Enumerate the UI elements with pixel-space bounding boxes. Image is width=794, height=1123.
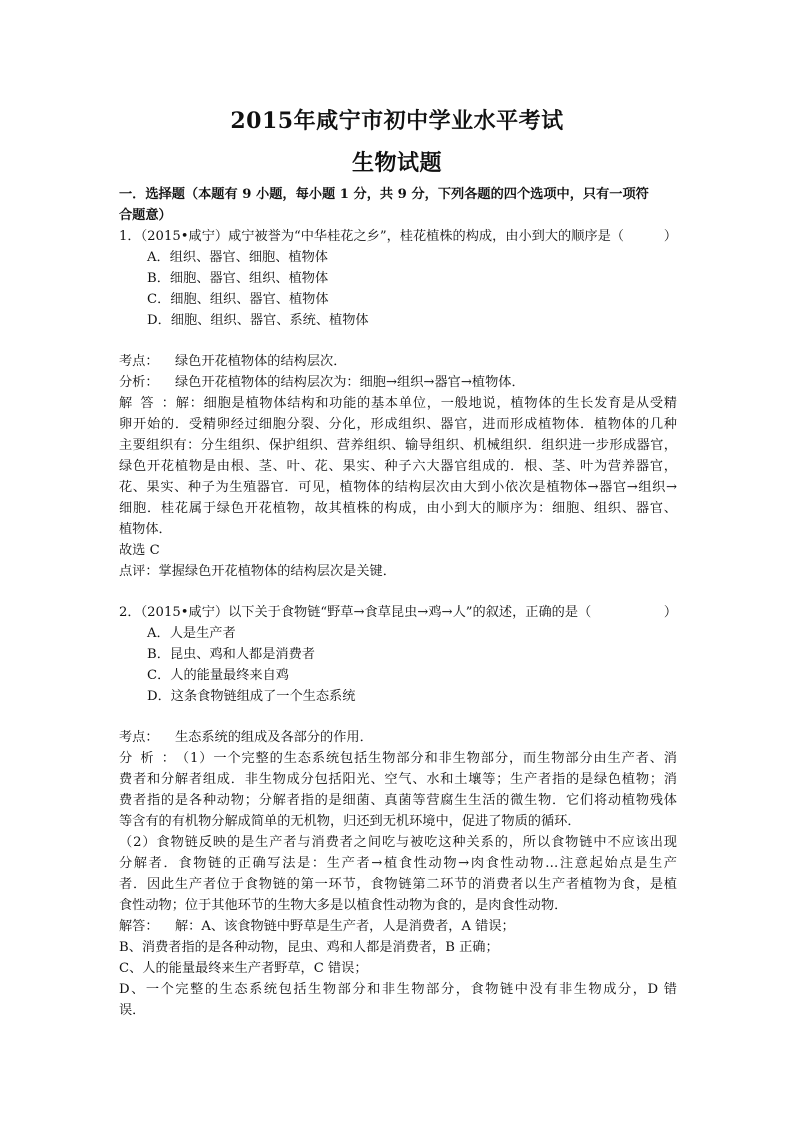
q1-jieda-line-3: 主要组织有：分生组织、保护组织、营养组织、输导组织、机械组织．组织进一步形成器官， — [119, 438, 677, 453]
q2-fenxi-line-3: 费者指的是各种动物；分解者指的是细菌、真菌等营腐生生活的微生物．它们将动植物残体 — [119, 793, 677, 808]
q1-stem-text: 1．（2015•咸宁）咸宁被誉为“中华桂花之乡”，桂花植株的构成，由小到大的顺序是（ — [119, 229, 624, 244]
q1-paren-close: ） — [663, 229, 677, 244]
q2-stem — [119, 602, 677, 623]
q2-option-a: A．人是生产者 — [147, 626, 236, 641]
q1-jieda-line-5: 花、果实、种子为生殖器官．可见，植物体的结构层次由大到小依次是植物体→器官→组织→ — [119, 480, 677, 495]
q1-kaodian — [119, 351, 677, 372]
q1-jieda-line-1 — [119, 393, 677, 414]
q2-fenxi-line-8: 食性动物；位于其他环节的生物大多是以植食性动物为食的，是肉食性动物． — [119, 898, 568, 913]
q1-kaodian-label: 考点： — [119, 354, 159, 369]
q1-kaodian-text: 绿色开花植物体的结构层次． — [175, 354, 347, 369]
q1-fenxi-label: 分析： — [119, 375, 159, 390]
q2-fenxi-line-5: （2）食物链反映的是生产者与消费者之间吃与被吃这种关系的，所以食物链中不应该出现 — [119, 835, 677, 850]
q1-jieda-text-1: 解：细胞是植物体结构和功能的基本单位，一般地说，植物体的生长发育是从受精 — [175, 396, 677, 411]
q1-dianping: 点评：掌握绿色开花植物体的结构层次是关键． — [119, 564, 396, 579]
q1-option-c: C．细胞、组织、器官、植物体 — [147, 292, 329, 307]
exam-subtitle: 生物试题 — [351, 150, 442, 176]
q2-jieda-line-1 — [119, 916, 677, 937]
q2-kaodian-text: 生态系统的组成及各部分的作用． — [175, 730, 373, 745]
q2-paren-close: ） — [663, 605, 677, 620]
q2-jieda-line-5: 误． — [119, 1003, 146, 1018]
q2-fenxi-line-2: 费者和分解者组成．非生物成分包括阳光、空气、水和土壤等；生产者指的是绿色植物；消 — [119, 772, 677, 787]
q1-jieda-label: 解答： — [119, 396, 175, 411]
q1-jieda-line-6: 细胞．桂花属于绿色开花植物，故其植株的构成，由小到大的顺序为：细胞、组织、器官、 — [119, 501, 677, 516]
section-heading-line-2: 合题意） — [119, 208, 172, 223]
q2-jieda-label: 解答： — [119, 919, 159, 934]
q1-answer: 故选 C — [119, 543, 160, 558]
q1-fenxi — [119, 372, 677, 393]
q1-jieda-line-7: 植物体． — [119, 522, 172, 537]
q2-fenxi-text-1: （1）一个完整的生态系统包括生物部分和非生物部分，而生物部分由生产者、消 — [175, 751, 677, 766]
q2-jieda-line-3: C、人的能量最终来生产者野草，C 错误； — [119, 961, 368, 976]
q1-stem — [119, 226, 677, 247]
q2-jieda-line-2: B、消费者指的是各种动物，昆虫、鸡和人都是消费者，B 正确； — [119, 940, 499, 955]
q2-option-c: C．人的能量最终来自鸡 — [147, 668, 289, 683]
q2-fenxi-line-7: 者．因此生产者位于食物链的第一环节，食物链第二环节的消费者以生产者植物为食，是植 — [119, 877, 677, 892]
q1-option-b: B．细胞、器官、组织、植物体 — [147, 271, 329, 286]
q2-fenxi-line-1 — [119, 748, 677, 769]
q1-option-a: A．组织、器官、细胞、植物体 — [147, 250, 328, 265]
q2-jieda-line-4: D、一个完整的生态系统包括生物部分和非生物部分，食物链中没有非生物成分，D 错 — [119, 982, 677, 997]
q2-fenxi-line-6: 分解者．食物链的正确写法是：生产者→植食性动物→肉食性动物…注意起始点是生产 — [119, 856, 677, 871]
q2-option-d: D．这条食物链组成了一个生态系统 — [147, 689, 356, 704]
exam-body — [119, 184, 677, 1021]
q2-fenxi-label: 分析： — [119, 751, 175, 766]
q1-option-d: D．细胞、组织、器官、系统、植物体 — [147, 313, 369, 328]
q1-fenxi-text: 绿色开花植物体的结构层次为：细胞→组织→器官→植物体． — [175, 375, 525, 390]
q2-fenxi-line-4: 等含有的有机物分解成简单的无机物，归还到无机环境中，促进了物质的循环． — [119, 814, 581, 829]
q2-kaodian — [119, 727, 677, 748]
q2-jieda-text-1: 解：A、该食物链中野草是生产者，人是消费者，A 错误； — [175, 919, 515, 934]
q2-option-b: B．昆虫、鸡和人都是消费者 — [147, 647, 315, 662]
exam-title: 2015年咸宁市初中学业水平考试 — [230, 108, 564, 134]
q1-jieda-line-4: 绿色开花植物是由根、茎、叶、花、果实、种子六大器官组成的．根、茎、叶为营养器官， — [119, 459, 677, 474]
section-heading-line-1: 一．选择题（本题有 9 小题，每小题 1 分，共 9 分，下列各题的四个选项中，只有一项符 — [119, 187, 649, 202]
q1-jieda-line-2: 卵开始的．受精卵经过细胞分裂、分化，形成组织、器官，进而形成植物体．植物体的几种 — [119, 417, 677, 432]
q2-kaodian-label: 考点： — [119, 730, 159, 745]
q2-stem-text: 2．（2015•咸宁）以下关于食物链“野草→食草昆虫→鸡→人”的叙述，正确的是（ — [119, 605, 592, 620]
